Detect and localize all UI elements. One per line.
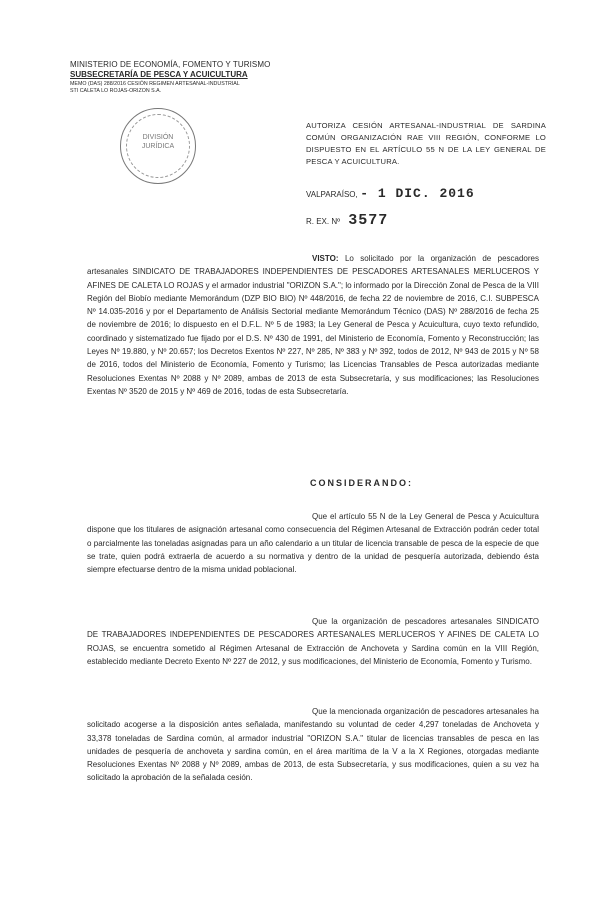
resolution-number-value: 3577 <box>348 212 389 229</box>
stamp-line-2: JURÍDICA <box>141 143 175 150</box>
memo-reference: MEMO (DAS) 288/2016 CESIÓN REGIMEN ARTESANAL-INDUSTRIAL <box>70 81 240 87</box>
letterhead <box>70 60 330 94</box>
visto-text: Lo solicitado por la organización de pescadores artesanales SINDICATO DE TRABAJADORES INDEPENDIENTES DE PESCADORES ARTESANALES MERLUCEROS Y AFINES DE CALETA LO ROJAS y el armador industrial "ORIZON S.A."; lo informado por la Dirección Zonal de Pesca de la VIII Región del Biobío mediante Memorándum (DZP BIO BIO) Nº 448/2016, de fecha 22 de noviembre de 2016, C.I. SUBPESCA Nº 14.035-2016 y por el Departamento de Análisis Sectorial mediante Memorándum Técnico (DAS) Nº 288/2016 de fecha 25 de noviembre de 2016; lo dispuesto en el D.F.L. Nº 5 de 1983; la Ley General de Pesca y Acuicultura, cuyo texto refundido, coordinado y sistematizado fue fijado por el D.S. Nº 430 de 1991, del Ministerio de Economía, Fomento y Reconstrucción; las Leyes Nº 19.880, y Nº 20.657; los Decretos Exentos Nº 227, Nº 285, Nº 383 y Nº 392, todos de 2012, Nº 943 de 2015 y Nº 58 de 2016, todos del Ministerio de Economía, Fomento y Turismo; las Licencias Transables de Pesca autorizadas mediante Resoluciones Exentas Nº 2088 y Nº 2089, ambas de 2013 de esta Subsecretaría, y sus modificaciones; las Resoluciones Exentas Nº 3520 de 2015 y Nº 469 de 2016, todas de esta Subsecretaría. <box>87 254 539 396</box>
visto-keyword: VISTO: <box>312 254 339 263</box>
resolution-number <box>306 212 388 229</box>
ministry-name: MINISTERIO DE ECONOMÍA, FOMENTO Y TURISMO <box>70 60 271 69</box>
resolution-title: AUTORIZA CESIÓN ARTESANAL-INDUSTRIAL DE SARDINA COMÚN ORGANIZACIÓN RAE VIII REGIÓN, CONFORME LO DISPUESTO EN EL ARTÍCULO 55 N DE LA LEY GENERAL DE PESCA Y ACUICULTURA. <box>306 121 546 166</box>
date-place: VALPARAÍSO, <box>306 190 358 199</box>
resolution-date <box>306 186 475 201</box>
visto-paragraph <box>87 252 539 398</box>
considerando-paragraph-3: Que la mencionada organización de pescadores artesanales ha solicitado acogerse a la disposición antes señalada, manifestando su voluntad de ceder 4,297 toneladas de Anchoveta y 33,378 toneladas de Sardina común, al armador industrial "ORIZON S.A." titular de licencias transables de pesca en las unidades de pesquería de anchoveta y sardina común, en el área marítima de la V a la X Regiones, otorgadas mediante Resoluciones Exentas Nº 2088 y Nº 2089, ambas de 2013, de esta Subsecretaría, y sus modificaciones, quien a su vez ha solicitado la aprobación de la señalada cesión. <box>87 707 539 783</box>
case-reference: STI CALETA LO ROJAS-ORIZON S.A. <box>70 88 162 94</box>
considerando-paragraph-1: Que el artículo 55 N de la Ley General de Pesca y Acuicultura dispone que los titulares de asignación artesanal como consecuencia del Régimen Artesanal de Extracción podrán ceder total o parcialmente las toneladas asignadas para un año calendario a un titular de licencia transable de pesca de la especie de que se trate, quien podrá extraerla de acuerdo a su normativa y dentro de la unidad de pesquería autorizada, debiendo ésta siempre efectuarse dentro de la misma unidad poblacional. <box>87 512 539 575</box>
division-juridica-stamp <box>120 108 196 184</box>
considerando-paragraph-2: Que la organización de pescadores artesanales SINDICATO DE TRABAJADORES INDEPENDIENTES DE PESCADORES ARTESANALES MERLUCEROS Y AFINES DE CALETA LO ROJAS, se encuentra sometido al Régimen Artesanal de Extracción de Anchoveta y Sardina común en la VIII Región, establecido mediante Decreto Exento Nº 227 de 2012, y sus modificaciones, del Ministerio de Economía, Fomento y Turismo. <box>87 617 539 666</box>
considerando-heading: CONSIDERANDO: <box>310 478 414 488</box>
date-value: - 1 DIC. 2016 <box>360 186 475 201</box>
stamp-line-1: DIVISIÓN <box>142 134 174 141</box>
subsecretaria-name: SUBSECRETARÍA DE PESCA Y ACUICULTURA <box>70 70 248 79</box>
resolution-label: R. EX. Nº <box>306 217 341 226</box>
